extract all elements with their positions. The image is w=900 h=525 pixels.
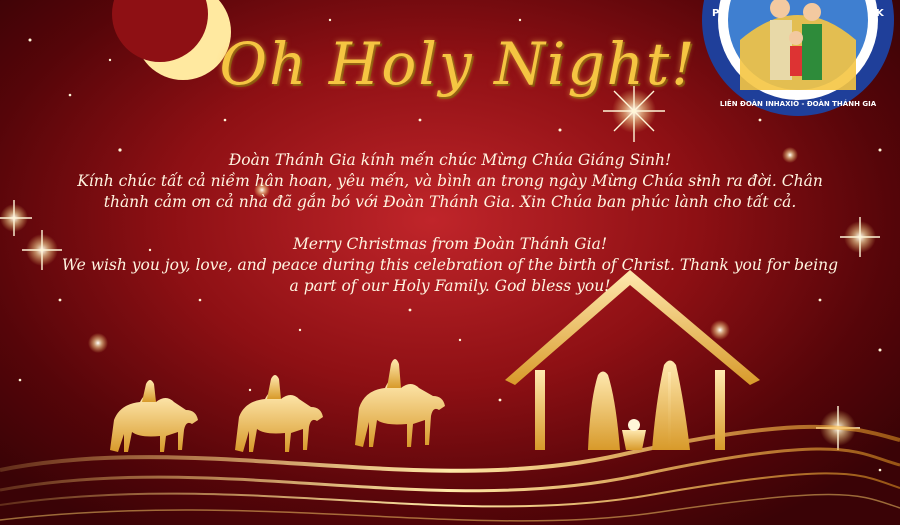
baby-jesus-glow — [628, 419, 640, 431]
vietnamese-line-3: thành cảm ơn cả nhà đã gắn bó với Đoàn Thánh Gia. Xin Chúa ban phúc lành cho tất cả. — [103, 193, 797, 211]
wise-men-camels — [110, 359, 445, 452]
stable-nativity — [505, 270, 760, 450]
stable-post — [535, 370, 545, 450]
vietnamese-line-2: Kính chúc tất cả niềm hân hoan, yêu mến, và bình an trong ngày Mừng Chúa sinh ra đời. Chân — [77, 172, 823, 190]
english-line-1: Merry Christmas from Đoàn Thánh Gia! — [292, 235, 608, 253]
paragraph-gap — [60, 213, 840, 234]
gold-waves — [0, 427, 900, 521]
star-icon — [88, 333, 108, 353]
camel-icon — [355, 359, 445, 447]
logo-text-bottom: LIÊN ĐOÀN INHAXIÔ - ĐOÀN THÁNH GIA — [719, 100, 877, 108]
logo-text-right: K — [876, 8, 884, 19]
stable-post — [715, 370, 725, 450]
staff — [668, 372, 671, 450]
greeting-message — [60, 150, 840, 297]
camel-icon — [235, 375, 323, 452]
logo-text-left: PH — [712, 8, 728, 19]
star-icon — [710, 320, 730, 340]
english-line-3: a part of our Holy Family. God bless you! — [289, 277, 611, 295]
english-line-2: We wish you joy, love, and peace during this celebration of the birth of Christ. Thank you for being — [61, 256, 839, 274]
card-title: Oh Holy Night! — [219, 30, 697, 98]
mary-figure — [588, 372, 620, 451]
vietnamese-line-1: Đoàn Thánh Gia kính mến chúc Mừng Chúa Giáng Sinh! — [228, 151, 672, 169]
manger-icon — [622, 430, 646, 450]
camel-icon — [110, 380, 198, 452]
